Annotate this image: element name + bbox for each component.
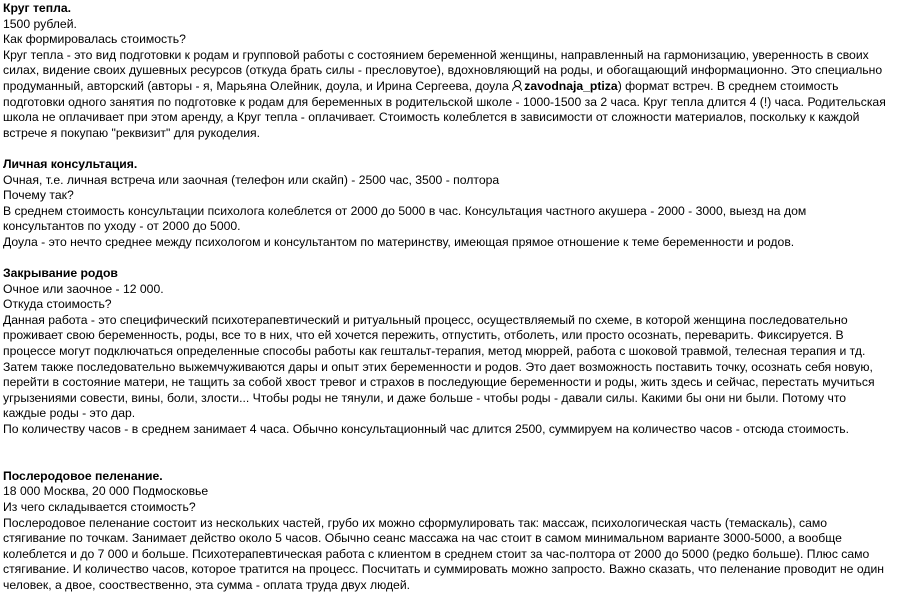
section-price: Очное или заочное - 12 000. — [3, 281, 164, 296]
section-zakryvanie-rodov — [3, 266, 886, 438]
section-price: 1500 рублей. — [3, 16, 77, 31]
user-mention-name[interactable]: zavodnaja_ptiza — [524, 78, 618, 93]
section-title: Послеродовое пеленание. — [3, 468, 163, 483]
section-title: Закрывание родов — [3, 266, 118, 281]
section-text: Данная работа - это специфический психотерапевтический и ритуальный процесс, осуществляемый по схеме, в которой женщина последовательно проживает свою беременность, роды, все то в них, что ей хочется пережить, отпустить, отболеть, или просто осознать, переварить. Фиксируется. В процессе могут подключаться определенные способы работы как гештальт-терапия, метод мюррей, работа с шоковой травмой, телесная терапия и тд. Затем также последовательно выжемчуживаются дары и опыт этих беременности и родов. Это дает возможность поставить точку, осознать себя новую, перейти в состояние матери, не тащить за собой хвост тревог и страхов в последующие беременности и роды, жить здесь и сейчас, перестать мучиться угрызениями совести, вины, боли, злости... Чтобы роды не тянули, и даже больше - чтобы роды - давали силы. Какими бы они ни были. Потому что каждые роды - это дар. — [3, 312, 875, 421]
text-before-mention: Круг тепла - это вид подготовки к родам и групповой работы с состоянием беременной женщины, направленный на гармонизацию, уверенность в своих силах, видение своих душевных ресурсов (откуда брать силы - пресловутое), вдохновляющий на роды, и обогащающий информационно. Это специально продуманный, авторский (авторы - я, Марьяна Олейник, доула, и Ирина Сергеева, доула — [3, 47, 883, 93]
section-title: Круг тепла. — [3, 1, 71, 15]
section-krug-tepla — [3, 1, 886, 141]
spacer — [3, 141, 886, 157]
section-text-2: По количеству часов - в среднем занимает 4 часа. Обычно консультационный час длится 2500, суммируем на количество часов - отсюда стоимость. — [3, 422, 850, 437]
section-text: В среднем стоимость консультации психолога колеблется от 2000 до 5000 в час. Консультация частного акушера - 2000 - 3000, выезд на дом консультантов по уходу - от 2000 до 5000. — [3, 203, 807, 234]
spacer — [3, 251, 886, 267]
section-question: Почему так? — [3, 188, 74, 203]
section-title: Личная консультация. — [3, 156, 138, 171]
text-after-mention: ) формат встреч. В среднем стоимость подготовки одного занятия по подготовке к родам для беременных в родительской школе - 1000-1500 за 2 часа. Круг тепла длится 4 (!) часа. Родительская школа не оплачивает при этом аренду, а Круг тепла - оплачивает. Стоимость колеблется в зависимости от сложности материалов, поскольку к каждой встрече я покупаю "реквизит" для рукоделия. — [3, 78, 886, 140]
user-mention-link[interactable] — [512, 79, 617, 93]
section-text-2: Доула - это нечто среднее между психологом и консультантом по материнству, имеющая прямое отношение к теме беременности и родов. — [3, 234, 795, 249]
spacer — [3, 438, 886, 469]
section-question: Из чего складывается стоимость? — [3, 500, 196, 514]
section-question: Как формировалась стоимость? — [3, 32, 186, 47]
section-lichnaya-konsultaciya — [3, 157, 886, 251]
user-icon — [512, 80, 522, 91]
section-poslerodovoe-pelenanie — [3, 469, 886, 594]
section-question: Откуда стоимость? — [3, 297, 112, 312]
section-price: Очная, т.е. личная встреча или заочная (телефон или скайп) - 2500 час, 3500 - полтора — [3, 172, 500, 187]
section-text: Послеродовое пеленание состоит из нескольких частей, грубо их можно сформулировать так: массаж, психологическая часть (темаскаль), само стягивание по точкам. Занимает действо около 5 часов. Обычно сеанс массажа на час стоит в самом минимальном варианте 3000-5000, а вообще колеблется и до 7 000 и больше. Психотерапевтическая работа с клиентом в среднем стоит за час-полтора от 2000 до 5000 (редко больше). Плюс само стягивание. И количество часов, которое тратится на процесс. Посчитать и суммировать можно запросто. Важно сказать, что пеленание проводит не один человек, а двое, сооствественно, эта сумма - оплата труда двух людей. — [3, 515, 885, 592]
section-price: 18 000 Москва, 20 000 Подмосковье — [3, 484, 209, 499]
section-text — [3, 48, 886, 142]
